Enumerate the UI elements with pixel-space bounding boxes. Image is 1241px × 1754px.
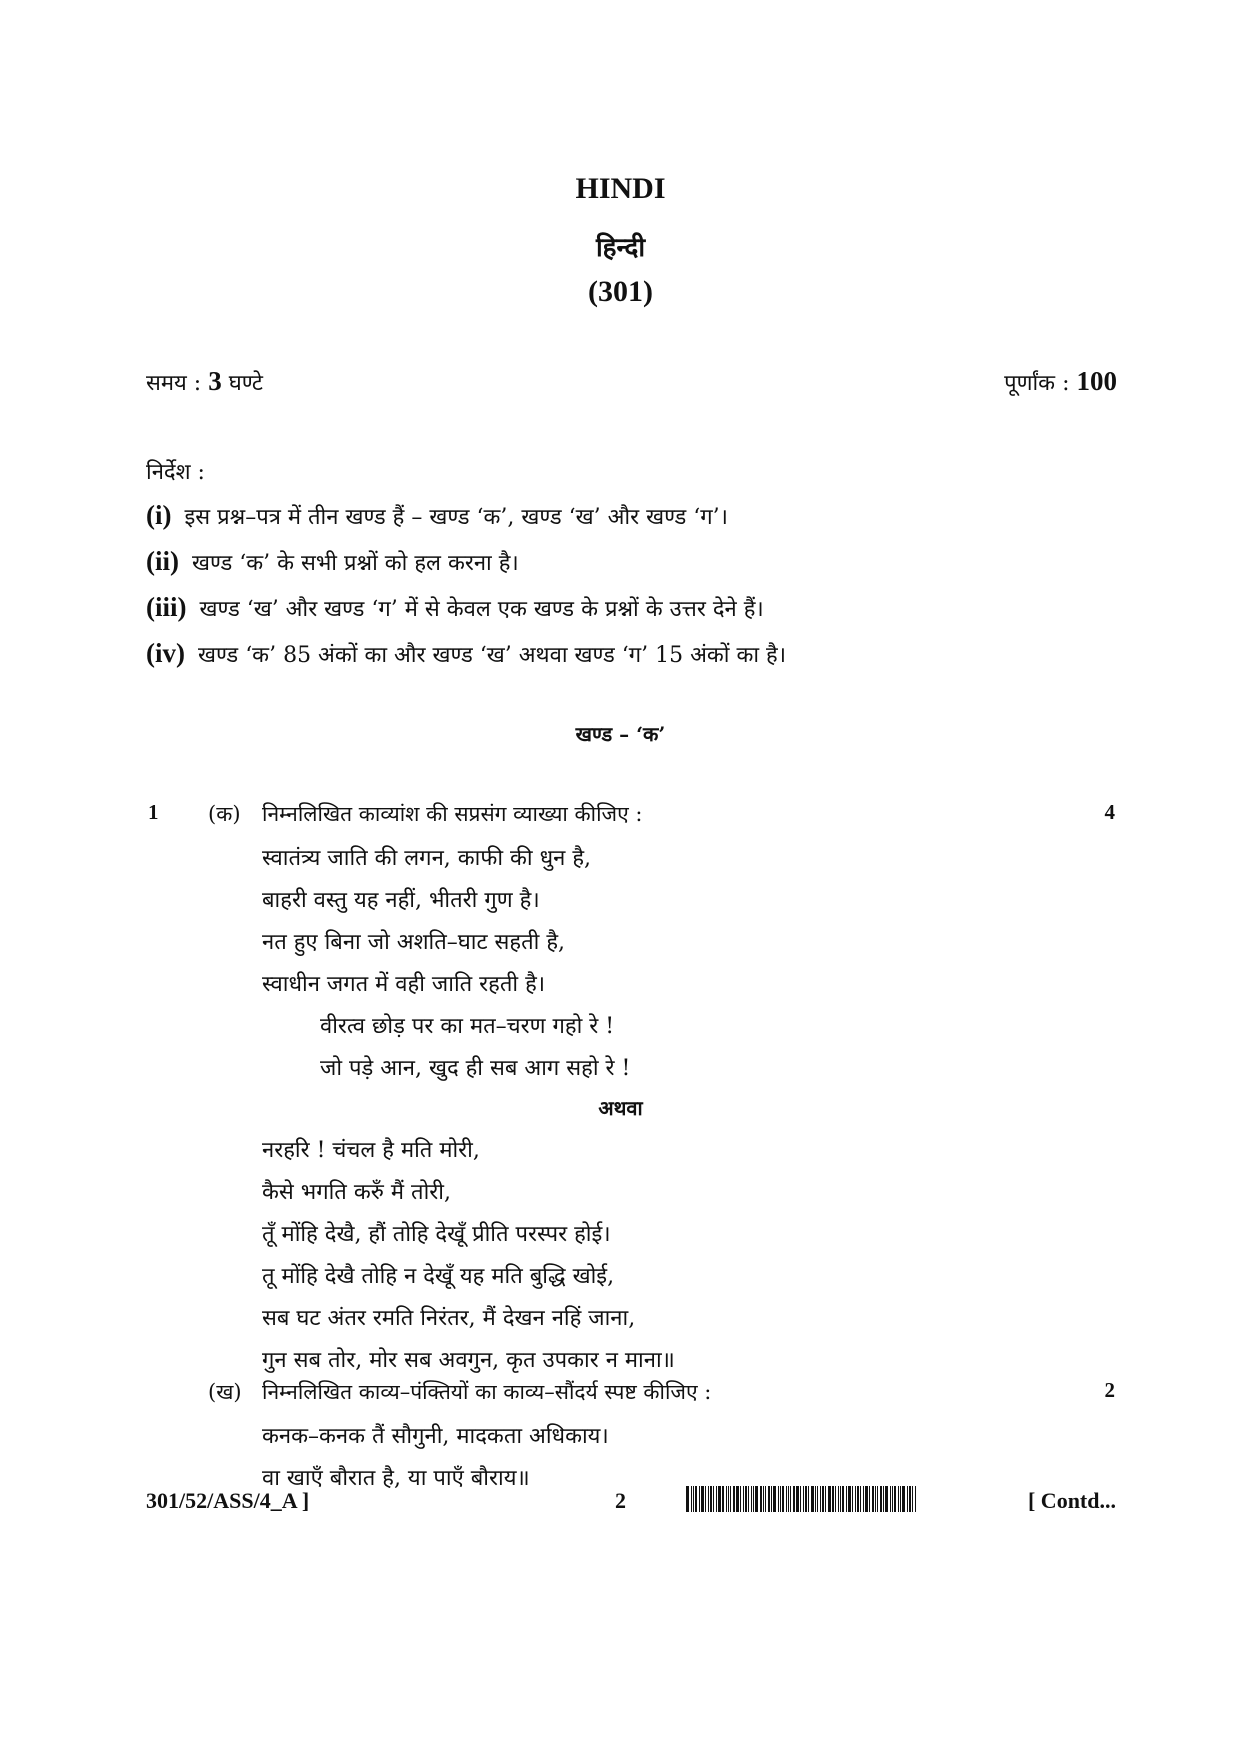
- barcode-bar: [892, 1486, 893, 1512]
- paper-title-english: HINDI: [575, 172, 666, 205]
- barcode-bar: [855, 1486, 856, 1512]
- barcode-bar: [832, 1486, 834, 1512]
- barcode-bar: [885, 1486, 888, 1512]
- barcode-bar: [788, 1486, 789, 1512]
- footer-contd: [ Contd...: [1027, 1488, 1116, 1513]
- or-label: अथवा: [598, 1096, 643, 1120]
- poem-line: कैसे भगति करुँ मैं तोरी,: [262, 1180, 451, 1205]
- time-separator: :: [193, 371, 202, 396]
- marks-separator: :: [1062, 371, 1070, 396]
- barcode-bar: [811, 1486, 814, 1512]
- question-part-b-prompt: निम्नलिखित काव्य–पंक्तियों का काव्य–सौंदर्य स्पष्ट कीजिए :: [262, 1380, 712, 1404]
- barcode-bar: [780, 1486, 781, 1512]
- barcode-bar: [753, 1486, 754, 1512]
- barcode-bar: [815, 1486, 816, 1512]
- barcode-bar: [730, 1486, 731, 1512]
- barcode-bar: [708, 1486, 709, 1512]
- poem-line: तूँ मोंहि देखै, हौं तोहि देखूँ प्रीति परस्पर होई।: [262, 1222, 611, 1247]
- instruction-number: (iv): [146, 638, 185, 668]
- poem-line: तू मोंहि देखै तोहि न देखूँ यह मति बुद्धि खोई,: [262, 1264, 615, 1289]
- barcode-bar: [743, 1486, 744, 1512]
- barcode-bar: [773, 1486, 776, 1512]
- barcode-bar: [755, 1486, 758, 1512]
- instruction-text: खण्ड ‘ख’ और खण्ड ‘ग’ में से केवल एक खण्ड के प्रश्नों के उत्तर देने हैं।: [199, 597, 764, 622]
- barcode-bar: [740, 1486, 741, 1512]
- barcode-bar: [695, 1486, 697, 1512]
- barcode-bar: [894, 1486, 896, 1512]
- barcode-bar: [718, 1486, 721, 1512]
- barcode-bar: [912, 1486, 913, 1512]
- barcode-bar: [736, 1486, 739, 1512]
- time-info: [146, 366, 263, 397]
- barcode-bar: [863, 1486, 864, 1512]
- question-number: 1: [148, 800, 159, 824]
- barcode-bar: [900, 1486, 901, 1512]
- barcode-bar: [745, 1486, 747, 1512]
- barcode-bar: [763, 1486, 764, 1512]
- question-part-b-marks: 2: [1104, 1378, 1115, 1402]
- barcode-bar: [860, 1486, 861, 1512]
- barcode-bar: [693, 1486, 694, 1512]
- poem-line: स्वातंत्र्य जाति की लगन, काफी की धुन है,: [262, 846, 592, 871]
- barcode-bar: [778, 1486, 779, 1512]
- barcode-bar: [699, 1486, 700, 1512]
- paper-code: (301): [588, 275, 653, 308]
- instruction-item: [146, 592, 764, 623]
- barcode-bar: [835, 1486, 836, 1512]
- poem-line: स्वाधीन जगत में वही जाति रहती है।: [262, 972, 546, 997]
- barcode-bar: [822, 1486, 824, 1512]
- poem-line: बाहरी वस्तु यह नहीं, भीतरी गुण है।: [262, 888, 540, 913]
- barcode-bar: [907, 1486, 908, 1512]
- barcode-bar: [909, 1486, 911, 1512]
- poem-line: गुन सब तोर, मोर सब अवगुन, कृत उपकार न माना॥: [262, 1348, 675, 1373]
- poem-line: सब घट अंतर रमति निरंतर, मैं देखन नहिं जाना,: [262, 1306, 636, 1331]
- barcode-bar: [701, 1486, 704, 1512]
- barcode-bar: [875, 1486, 876, 1512]
- question-part-a-marks: 4: [1104, 800, 1115, 824]
- marks-value: 100: [1076, 366, 1117, 396]
- barcode-bar: [800, 1486, 801, 1512]
- instruction-text: इस प्रश्न–पत्र में तीन खण्ड हैं – खण्ड ‘क’, खण्ड ‘ख’ और खण्ड ‘ग’।: [184, 505, 729, 530]
- barcode-bar: [825, 1486, 826, 1512]
- barcode-bar: [793, 1486, 795, 1512]
- max-marks-info: [1004, 366, 1117, 397]
- poem-line: नत हुए बिना जो अशति–घाट सहती है,: [262, 930, 566, 955]
- barcode-bar: [865, 1486, 868, 1512]
- barcode-bar: [748, 1486, 749, 1512]
- barcode-bar: [869, 1486, 870, 1512]
- instruction-number: (ii): [146, 546, 179, 576]
- instructions-heading: निर्देश :: [146, 460, 205, 485]
- instruction-number: (i): [146, 500, 172, 530]
- instruction-item: [146, 546, 519, 577]
- barcode-image: [686, 1486, 986, 1512]
- barcode-bar: [883, 1486, 884, 1512]
- barcode-bar: [691, 1486, 692, 1512]
- time-value: 3: [208, 366, 222, 396]
- barcode-bar: [915, 1486, 916, 1512]
- barcode-bar: [782, 1486, 784, 1512]
- instruction-item: [146, 638, 786, 669]
- barcode-bar: [760, 1486, 762, 1512]
- barcode-bar: [842, 1486, 844, 1512]
- instruction-text: खण्ड ‘क’ 85 अंकों का और खण्ड ‘ख’ अथवा खण्ड ‘ग’ 15 अंकों का है।: [197, 643, 787, 668]
- barcode-bar: [838, 1486, 839, 1512]
- barcode-bar: [852, 1486, 853, 1512]
- footer-paper-code: 301/52/ASS/4_A ]: [146, 1488, 310, 1513]
- instruction-item: [146, 500, 728, 531]
- paper-title-hindi: हिन्दी: [595, 233, 646, 263]
- barcode-bar: [686, 1486, 689, 1512]
- poem-line: जो पड़े आन, खुद ही सब आग सहो रे !: [320, 1056, 631, 1081]
- barcode-bar: [840, 1486, 841, 1512]
- barcode-bar: [805, 1486, 807, 1512]
- barcode-bar: [817, 1486, 818, 1512]
- barcode-bar: [716, 1486, 717, 1512]
- barcode-bar: [880, 1486, 882, 1512]
- barcode-bar: [751, 1486, 752, 1512]
- question-part-a-label: (क): [208, 802, 241, 826]
- barcode-bar: [857, 1486, 859, 1512]
- barcode-bar: [726, 1486, 727, 1512]
- barcode-bar: [705, 1486, 706, 1512]
- barcode-bar: [728, 1486, 729, 1512]
- barcode-bar: [710, 1486, 712, 1512]
- barcode-bar: [848, 1486, 851, 1512]
- barcode-bar: [846, 1486, 847, 1512]
- marks-label: पूर्णांक: [1004, 371, 1056, 396]
- barcode-bar: [733, 1486, 735, 1512]
- barcode-bar: [768, 1486, 770, 1512]
- barcode-bar: [820, 1486, 821, 1512]
- barcode-bar: [713, 1486, 714, 1512]
- barcode-bar: [765, 1486, 766, 1512]
- footer-page-number: 2: [615, 1488, 626, 1513]
- instruction-number: (iii): [146, 592, 187, 622]
- instruction-text: खण्ड ‘क’ के सभी प्रश्नों को हल करना है।: [192, 551, 519, 576]
- time-label: समय: [146, 371, 187, 396]
- barcode-bar: [898, 1486, 899, 1512]
- poem-line: वीरत्व छोड़ पर का मत–चरण गहो रे !: [320, 1014, 615, 1039]
- barcode-bar: [890, 1486, 891, 1512]
- time-unit: घण्टे: [228, 371, 264, 396]
- barcode-bar: [872, 1486, 874, 1512]
- barcode-bar: [790, 1486, 791, 1512]
- barcode-bar: [786, 1486, 787, 1512]
- barcode-bar: [828, 1486, 831, 1512]
- section-heading: खण्ड – ‘क’: [575, 722, 666, 746]
- barcode-bar: [771, 1486, 772, 1512]
- barcode-bar: [722, 1486, 724, 1512]
- question-part-b-label: (ख): [208, 1380, 242, 1404]
- couplet-line: कनक–कनक तैं सौगुनी, मादकता अधिकाय।: [262, 1424, 609, 1449]
- question-part-a-prompt: निम्नलिखित काव्यांश की सप्रसंग व्याख्या कीजिए :: [262, 802, 643, 826]
- barcode-bar: [803, 1486, 804, 1512]
- barcode-bar: [877, 1486, 878, 1512]
- poem-line: नरहरि ! चंचल है मति मोरी,: [262, 1138, 480, 1163]
- barcode-bar: [902, 1486, 905, 1512]
- couplet-line: वा खाएँ बौरात है, या पाएँ बौराय॥: [262, 1466, 530, 1491]
- barcode-bar: [796, 1486, 799, 1512]
- barcode-bar: [808, 1486, 809, 1512]
